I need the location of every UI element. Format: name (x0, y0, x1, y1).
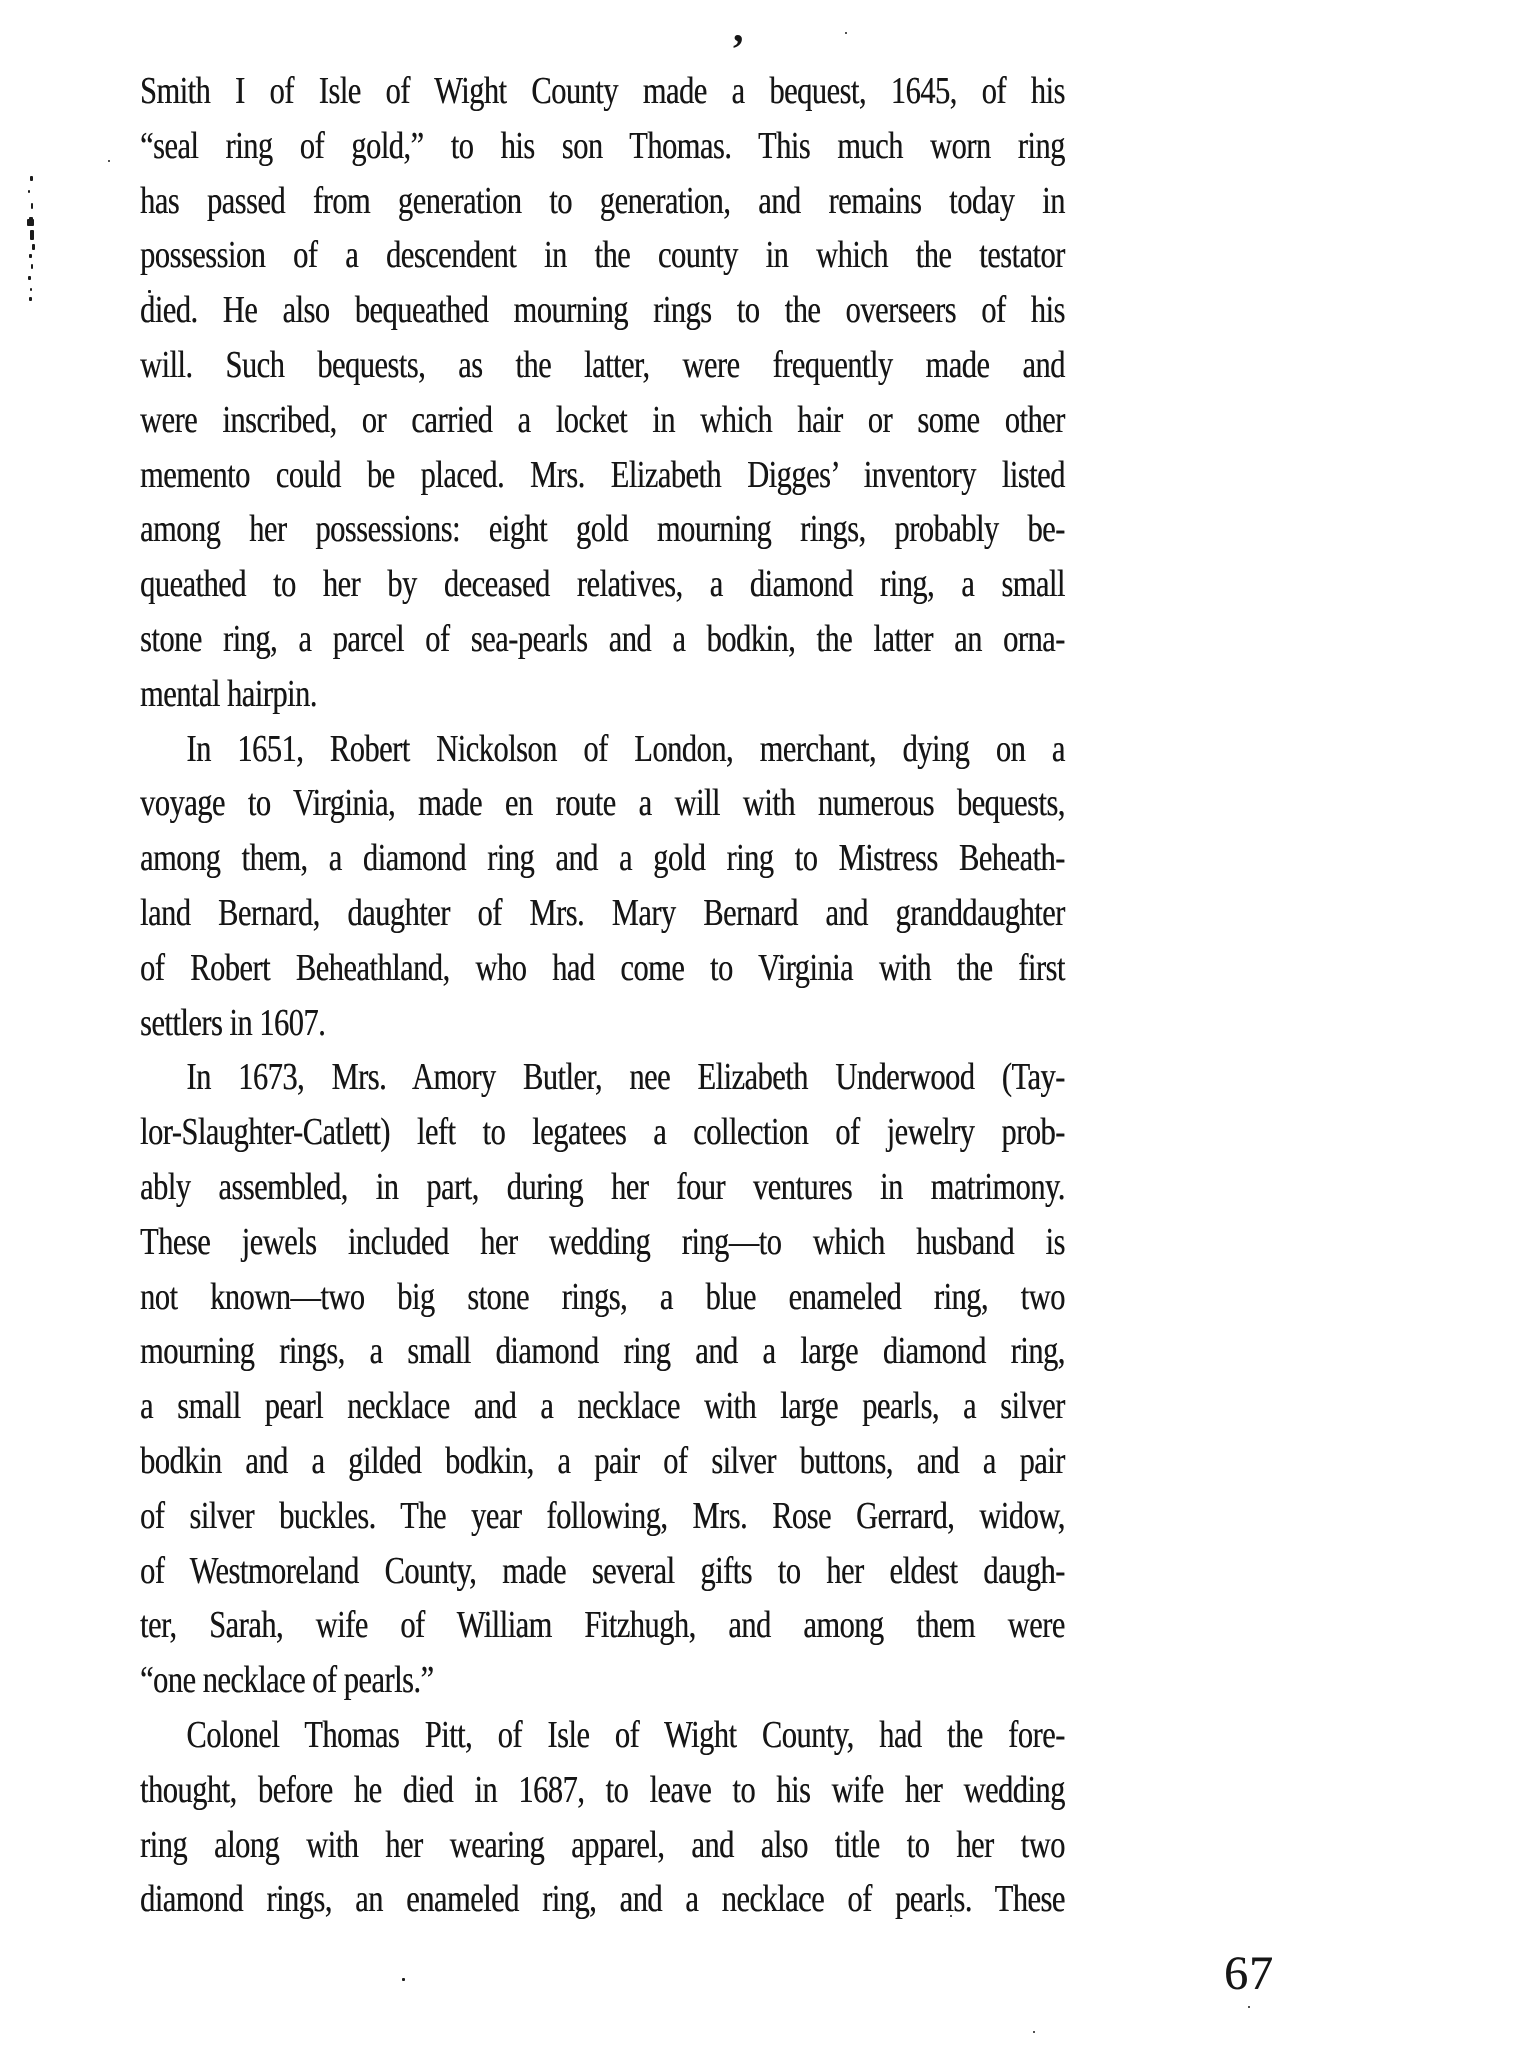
body-text (140, 64, 1065, 1927)
speckle-dot (1248, 2006, 1250, 2008)
text-line: of silver buckles. The year following, Mrs. Rose Gerrard, widow, (140, 1494, 1065, 1537)
text-line: among her possessions: eight gold mourning rings, probably be- (140, 508, 1065, 551)
speckle-dot (29, 254, 32, 258)
speckle-dot (29, 297, 32, 301)
text-line: Colonel Thomas Pitt, of Isle of Wight County, had the fore- (186, 1713, 1065, 1756)
text-line: of Westmoreland County, made several gifts to her eldest daugh- (140, 1549, 1065, 1592)
text-line: ably assembled, in part, during her four ventures in matrimony. (140, 1165, 1065, 1208)
speckle-dot (845, 32, 847, 34)
text-line: lor-Slaughter-Catlett) left to legatees a collection of jewelry prob- (140, 1111, 1065, 1154)
text-line: In 1651, Robert Nickolson of London, merchant, dying on a (186, 727, 1065, 770)
text-line: voyage to Virginia, made en route a will with numerous bequests, (140, 782, 1065, 825)
speckle-dot (1033, 2031, 1035, 2033)
text-line: thought, before he died in 1687, to leave to his wife her wedding (140, 1768, 1065, 1811)
text-line: bodkin and a gilded bodkin, a pair of silver buttons, and a pair (140, 1439, 1065, 1482)
speckle-dot (31, 203, 33, 209)
text-line: were inscribed, or carried a locket in which hair or some other (140, 398, 1065, 441)
text-line: “one necklace of pearls.” (140, 1659, 434, 1702)
text-line: “seal ring of gold,” to his son Thomas. This much worn ring (140, 124, 1065, 167)
speckle-dot (28, 190, 30, 193)
text-line: Smith I of Isle of Wight County made a bequest, 1645, of his (140, 70, 1065, 112)
text-line: among them, a diamond ring and a gold ring to Mistress Beheath- (140, 837, 1065, 880)
speckle-dot (30, 288, 32, 291)
speckle-dot (27, 219, 34, 226)
text-line: possession of a descendent in the county in which the testator (140, 234, 1065, 277)
speckle-dot (31, 264, 33, 269)
speckle-dot (30, 230, 34, 240)
speckle-dot (28, 276, 31, 280)
text-line: will. Such bequests, as the latter, were frequently made and (140, 343, 1065, 386)
text-line: ring along with her wearing apparel, and also title to her two (140, 1823, 1065, 1866)
text-line: ter, Sarah, wife of William Fitzhugh, and among them were (140, 1604, 1065, 1647)
text-line: queathed to her by deceased relatives, a diamond ring, a small (140, 563, 1065, 606)
text-line: settlers in 1607. (140, 1001, 326, 1044)
text-line: diamond rings, an enameled ring, and a necklace of pearls. These (140, 1878, 1065, 1921)
text-line: In 1673, Mrs. Amory Butler, nee Elizabeth Underwood (Tay- (186, 1056, 1065, 1099)
text-line: died. He also bequeathed mourning rings to the overseers of his (140, 289, 1065, 332)
text-line: These jewels included her wedding ring—to which husband is (140, 1220, 1065, 1263)
text-line: not known—two big stone rings, a blue enameled ring, two (140, 1275, 1065, 1318)
speckle-dot (108, 160, 110, 162)
speckle-dot (402, 1978, 405, 1981)
stray-ink-mark: , (733, 5, 744, 51)
speckle-dot (32, 244, 35, 250)
text-line: mental hairpin. (140, 672, 317, 715)
text-line: land Bernard, daughter of Mrs. Mary Bernard and granddaughter (140, 891, 1065, 934)
page-number: 67 (1224, 1947, 1274, 2000)
text-line: memento could be placed. Mrs. Elizabeth Digges’ inventory listed (140, 453, 1065, 496)
text-line: a small pearl necklace and a necklace with large pearls, a silver (140, 1385, 1065, 1428)
text-line: of Robert Beheathland, who had come to Virginia with the first (140, 946, 1065, 989)
text-line: mourning rings, a small diamond ring and a large diamond ring, (140, 1330, 1065, 1373)
text-line: stone ring, a parcel of sea-pearls and a bodkin, the latter an orna- (140, 617, 1065, 660)
text-line: has passed from generation to generation, and remains today in (140, 179, 1065, 222)
speckle-dot (30, 176, 33, 181)
